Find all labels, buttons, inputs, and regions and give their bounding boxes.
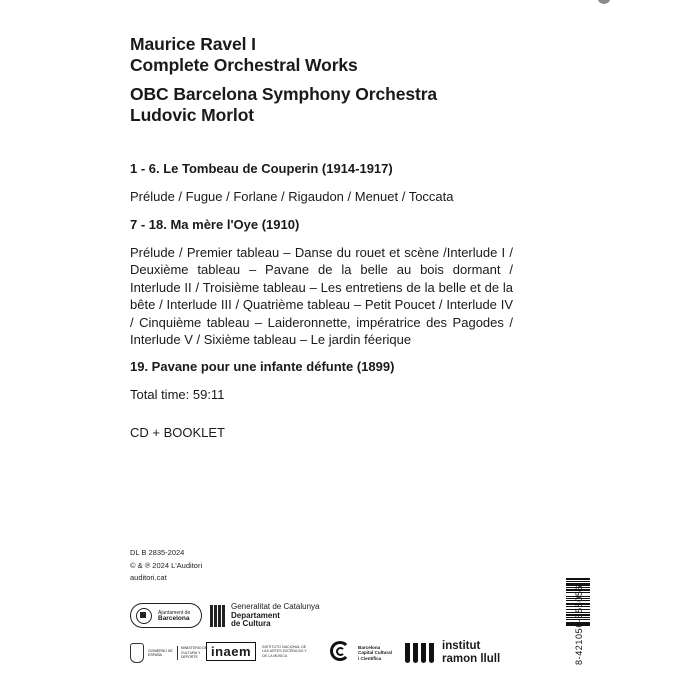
- logo-text: Barcelona: [158, 614, 190, 622]
- conductor-name: Ludovic Morlot: [130, 105, 255, 125]
- logo-text: i Científica: [358, 655, 382, 661]
- title-block: [130, 34, 437, 126]
- logo-text: inaem: [206, 642, 256, 661]
- logo-text: Ajuntament de: [158, 609, 191, 616]
- logo-text: ramon llull: [442, 652, 501, 665]
- spain-crest-icon: [130, 643, 144, 663]
- track-heading: 19. Pavane pour une infante défunte (1899): [130, 358, 395, 374]
- logo-text: Departament: [231, 610, 280, 620]
- logo-text: Barcelona: [358, 644, 381, 650]
- corner-mark: [598, 0, 610, 4]
- institut-ramon-llull-logo: [405, 640, 500, 665]
- barcelona-crest-icon: [136, 608, 152, 624]
- bcc-circles-icon: [330, 641, 354, 665]
- logo-text: GOBIERNO DE ESPAÑA: [148, 648, 173, 657]
- track-heading: 1 - 6. Le Tombeau de Couperin (1914-1917): [130, 161, 393, 176]
- legal-info: [130, 547, 202, 585]
- logo-text: Capital Cultural: [358, 650, 392, 656]
- barcode-number: 8-421056-558056: [574, 584, 584, 666]
- track-movements: Prélude / Fugue / Forlane / Rigaudon / Menuet / Toccata: [130, 189, 454, 204]
- ajuntament-barcelona-logo: [130, 603, 202, 628]
- track-heading: 7 - 18. Ma mère l'Oye (1910): [130, 216, 300, 232]
- work-title: Complete Orchestral Works: [130, 55, 358, 75]
- gobierno-espana-logo: [130, 643, 209, 663]
- logo-text: Generalitat de Catalunya: [231, 602, 320, 611]
- generalitat-logo: [210, 603, 320, 629]
- logo-text: de Cultura: [231, 619, 271, 628]
- irl-bars-icon: [405, 643, 434, 663]
- logo-text: INSTITUTO NACIONAL DE LAS ARTES ESCÉNICAS Y DE LA MÚSICA: [262, 644, 307, 658]
- logo-text: MINISTERIO DE CULTURA Y DEPORTE: [177, 646, 209, 660]
- website: auditori.cat: [130, 573, 167, 583]
- copyright-line: © & ℗ 2024 L'Auditori: [130, 560, 203, 570]
- composer-title: Maurice Ravel I: [130, 34, 256, 54]
- inaem-logo: [206, 642, 308, 661]
- orchestra-name: OBC Barcelona Symphony Orchestra: [130, 84, 438, 104]
- track-movements: Prélude / Premier tableau – Danse du rouet et scène /Interlude I / Deuxième tableau – Pavane de la belle au bois dormant / Interlude II / Troisième tableau – Les entretiens de la belle et de la bête / Interlude III / Quatrième tableau – Petit Poucet / Interlude IV / Cinquième tableau – Laideronnette, impératrice des Pagodes / Interlude V / Sixième tableau – Le jardin féerique: [130, 244, 513, 347]
- track-list: [130, 160, 513, 416]
- format-label: CD + BOOKLET: [130, 425, 225, 440]
- legal-deposit: DL B 2835-2024: [130, 548, 185, 557]
- generalitat-stripes-icon: [210, 605, 226, 627]
- total-time: Total time: 59:11: [130, 386, 225, 402]
- barcelona-capital-cultural-logo: [330, 641, 392, 665]
- logo-text: institut: [442, 640, 481, 652]
